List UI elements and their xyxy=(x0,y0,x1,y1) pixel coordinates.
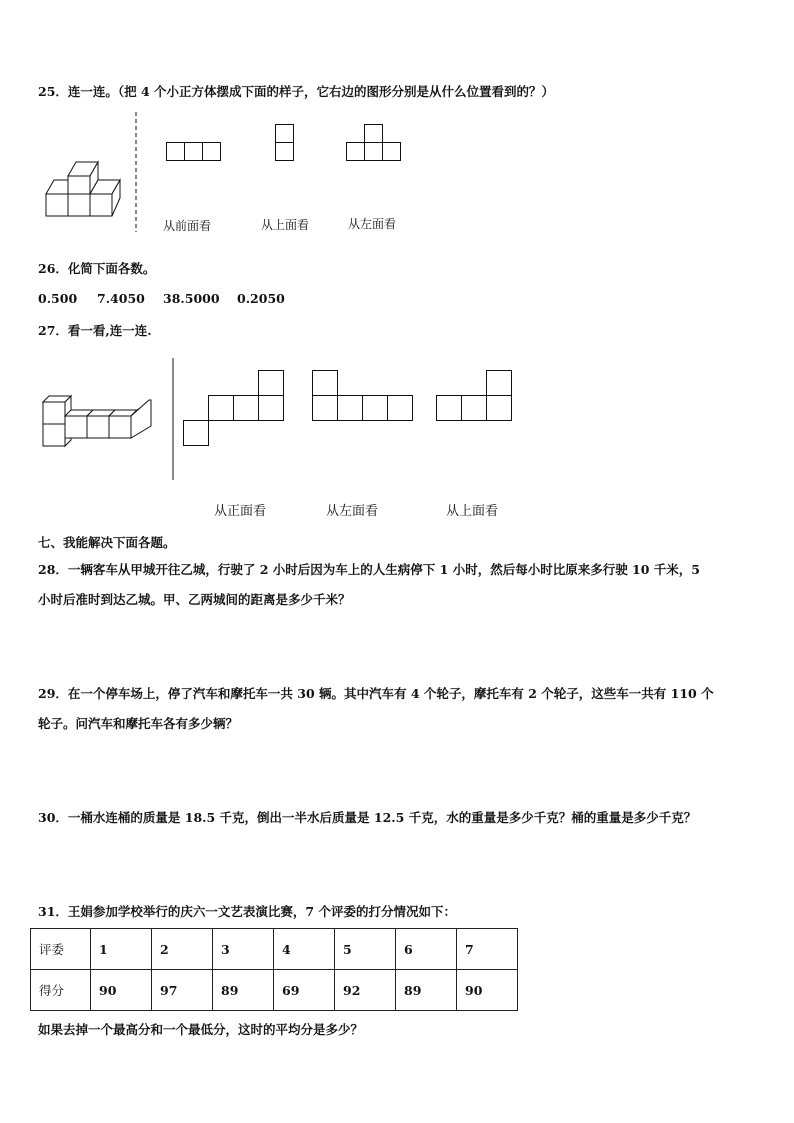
score-cell: 92 xyxy=(335,970,396,1011)
judge-cell: 1 xyxy=(91,929,152,970)
q25-cube-figure xyxy=(44,158,144,228)
judge-cell: 7 xyxy=(457,929,518,970)
q25-caption-front: 从前面看 xyxy=(163,219,212,233)
q26-number: 7.4050 xyxy=(97,291,145,306)
table-row xyxy=(31,970,518,1011)
score-cell: 89 xyxy=(396,970,457,1011)
q27-text: 27．看一看,连一连. xyxy=(38,323,152,338)
q27-caption-front: 从正面看 xyxy=(214,504,267,519)
q30-text: 30．一桶水连桶的质量是 18.5 千克，倒出一半水后质量是 12.5 千克，水的重量是多少千克？桶的重量是多少千克？ xyxy=(38,810,697,825)
q26-number: 0.2050 xyxy=(237,291,285,306)
q26-text: 26．化简下面各数。 xyxy=(38,261,156,276)
table-header-judge: 评委 xyxy=(31,929,91,970)
section-heading: 七、我能解决下面各题。 xyxy=(38,535,176,550)
q27-cube-figure xyxy=(42,396,154,448)
q31-text: 31．王娟参加学校举行的庆六一文艺表演比赛，7 个评委的打分情况如下： xyxy=(38,904,456,919)
score-table xyxy=(30,928,518,1011)
q29-line2: 轮子。问汽车和摩托车各有多少辆？ xyxy=(38,716,239,731)
score-cell: 90 xyxy=(457,970,518,1011)
table-header-score: 得分 xyxy=(31,970,91,1011)
q28-line2: 小时后准时到达乙城。甲、乙两城间的距离是多少千米？ xyxy=(38,592,351,607)
table-row xyxy=(31,929,518,970)
score-cell: 90 xyxy=(91,970,152,1011)
q26-number: 38.5000 xyxy=(163,291,220,306)
q27-view-b xyxy=(312,370,414,422)
q26-number: 0.500 xyxy=(38,291,78,306)
judge-cell: 5 xyxy=(335,929,396,970)
judge-cell: 3 xyxy=(213,929,274,970)
q25-view-left xyxy=(346,124,402,162)
q25-caption-left: 从左面看 xyxy=(348,217,397,231)
q27-caption-left: 从左面看 xyxy=(326,504,379,519)
score-cell: 89 xyxy=(213,970,274,1011)
q29-line1: 29．在一个停车场上，停了汽车和摩托车一共 30 辆。其中汽车有 4 个轮子，摩托车有 2 个轮子，这些车一共有 110 个 xyxy=(38,686,714,701)
judge-cell: 2 xyxy=(152,929,213,970)
judge-cell: 4 xyxy=(274,929,335,970)
q27-divider xyxy=(171,358,175,480)
q27-view-c xyxy=(436,370,514,422)
score-cell: 69 xyxy=(274,970,335,1011)
q25-view-top xyxy=(275,124,295,162)
judge-cell: 6 xyxy=(396,929,457,970)
q25-text: 25．连一连。（把 4 个小正方体摆成下面的样子，它右边的图形分别是从什么位置看到的？） xyxy=(38,84,555,99)
q31-question: 如果去掉一个最高分和一个最低分，这时的平均分是多少？ xyxy=(38,1022,364,1037)
q25-view-front xyxy=(166,142,222,162)
q28-line1: 28．一辆客车从甲城开往乙城，行驶了 2 小时后因为车上的人生病停下 1 小时，然后每小时比原来多行驶 10 千米，5 xyxy=(38,562,700,577)
q27-view-a xyxy=(183,370,285,448)
q25-divider xyxy=(134,112,138,232)
q25-caption-top: 从上面看 xyxy=(261,218,310,232)
q27-caption-top: 从上面看 xyxy=(446,504,499,519)
score-cell: 97 xyxy=(152,970,213,1011)
